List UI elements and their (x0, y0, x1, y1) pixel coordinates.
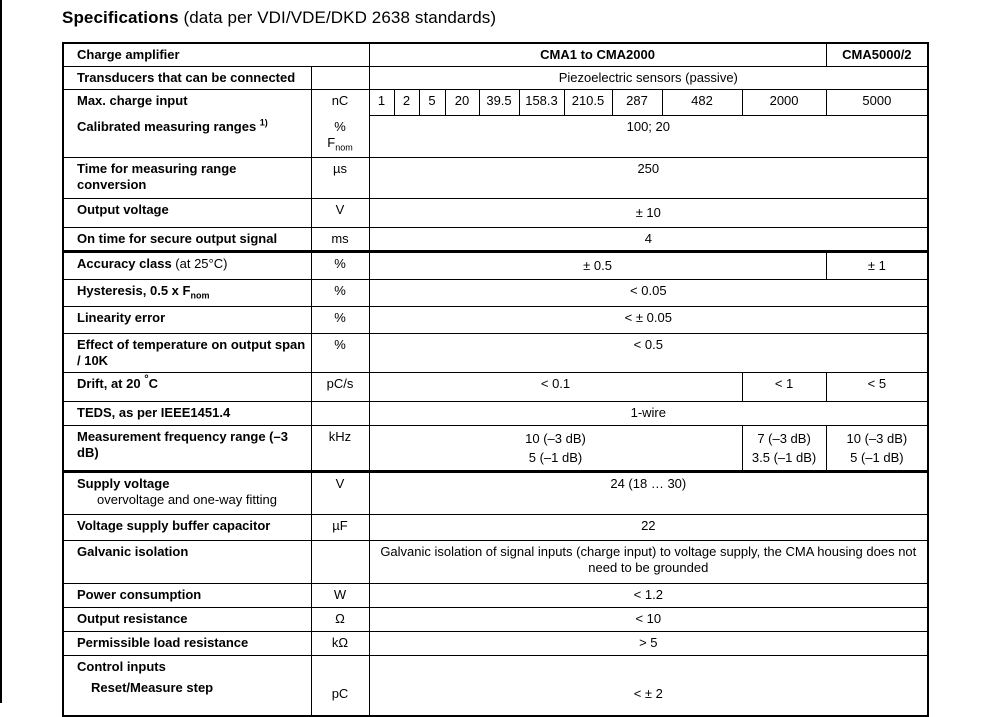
value-max-charge-39-5: 39.5 (479, 90, 519, 116)
row-galvanic (63, 541, 928, 584)
value-on-time: 4 (369, 228, 928, 252)
row-drift (63, 373, 928, 402)
param-control-inputs (63, 656, 311, 716)
unit-freq-range: kHz (311, 426, 369, 472)
unit-max-charge-input: nC (311, 90, 369, 116)
value-max-charge-287: 287 (612, 90, 662, 116)
value-galvanic-text: Galvanic isolation of signal inputs (charge input) to voltage supply, the CMA housing does not need to be grounded (380, 544, 917, 575)
unit-buffer-capacitor: µF (311, 515, 369, 541)
page-title (62, 8, 496, 28)
value-linearity: < ± 0.05 (369, 307, 928, 334)
param-output-voltage: Output voltage (63, 199, 311, 228)
value-power: < 1.2 (369, 584, 928, 608)
unit-linearity: % (311, 307, 369, 334)
value-max-charge-210-5: 210.5 (564, 90, 612, 116)
value-drift-5000: < 5 (826, 373, 928, 402)
param-drift-pre: Drift, at 20 (77, 376, 145, 391)
value-freq-range-5000 (826, 426, 928, 472)
param-accuracy-class-condition: (at 25°C) (171, 256, 228, 271)
param-transducers: Transducers that can be connected (63, 67, 311, 90)
param-time-conversion: Time for measuring range conversion (63, 158, 311, 199)
value-temp-effect: < 0.5 (369, 334, 928, 373)
row-freq-range (63, 426, 928, 472)
value-load-resistance: > 5 (369, 632, 928, 656)
unit-output-voltage: V (311, 199, 369, 228)
footnote-1-marker: 1) (259, 117, 268, 128)
unit-galvanic-empty (311, 541, 369, 584)
value-freq-2000-line1: 7 (–3 dB) (757, 431, 811, 446)
param-supply-voltage-line2: overvoltage and one-way fitting (97, 492, 277, 507)
param-accuracy-class-bold: Accuracy class (77, 256, 172, 271)
value-freq-range-main (369, 426, 742, 472)
param-load-resistance: Permissible load resistance (63, 632, 311, 656)
value-time-conversion: 250 (369, 158, 928, 199)
value-control-inputs: < ± 2 (369, 656, 928, 716)
param-calibrated-ranges (63, 116, 311, 158)
param-freq-range: Measurement frequency range (–3 dB) (63, 426, 311, 472)
row-time-conversion (63, 158, 928, 199)
unit-transducers-empty (311, 67, 369, 90)
unit-on-time: ms (311, 228, 369, 252)
param-linearity: Linearity error (63, 307, 311, 334)
row-output-voltage (63, 199, 928, 228)
row-on-time (63, 228, 928, 252)
value-buffer-capacitor: 22 (369, 515, 928, 541)
row-accuracy-class (63, 252, 928, 280)
param-calibrated-ranges-label: Calibrated measuring ranges (77, 118, 260, 134)
unit-fnom-subscript: nom (335, 142, 353, 153)
unit-load-resistance: kΩ (311, 632, 369, 656)
value-freq-2000-line2: 3.5 (–1 dB) (751, 450, 817, 465)
value-freq-5000-line2: 5 (–1 dB) (850, 450, 904, 465)
value-transducers: Piezoelectric sensors (passive) (369, 67, 928, 90)
row-output-resistance (63, 608, 928, 632)
row-hysteresis (63, 280, 928, 307)
value-supply-voltage: 24 (18 … 30) (369, 472, 928, 515)
value-galvanic (369, 541, 928, 584)
value-max-charge-482: 482 (662, 90, 742, 116)
unit-power: W (311, 584, 369, 608)
unit-calibrated-ranges (311, 116, 369, 158)
param-hysteresis-label: Hysteresis, 0.5 x F (77, 283, 191, 298)
unit-fnom (316, 135, 365, 151)
value-max-charge-5: 5 (419, 90, 445, 116)
value-drift-main: < 0.1 (369, 373, 742, 402)
degree-symbol: ° (144, 373, 149, 386)
title-main: Specifications (62, 8, 179, 27)
row-teds (63, 402, 928, 426)
row-max-charge-input (63, 90, 928, 116)
param-power: Power consumption (63, 584, 311, 608)
row-power (63, 584, 928, 608)
unit-teds-empty (311, 402, 369, 426)
unit-control-inputs: pC (311, 656, 369, 716)
value-output-voltage: ± 10 (369, 199, 928, 228)
value-hysteresis: < 0.05 (369, 280, 928, 307)
value-freq-range-2000 (742, 426, 826, 472)
unit-temp-effect: % (311, 334, 369, 373)
title-subtitle: (data per VDI/VDE/DKD 2638 standards) (178, 8, 497, 27)
value-max-charge-158-3: 158.3 (519, 90, 564, 116)
param-control-inputs-line2: Reset/Measure step (91, 680, 214, 695)
page-edge-line (0, 0, 2, 703)
value-freq-main-line1: 10 (–3 dB) (525, 431, 586, 446)
row-control-inputs (63, 656, 928, 716)
param-drift (63, 373, 311, 402)
param-hysteresis-subscript: nom (190, 290, 210, 301)
row-buffer-capacitor (63, 515, 928, 541)
param-accuracy-class (63, 252, 311, 280)
param-max-charge-input: Max. charge input (63, 90, 311, 116)
value-max-charge-2000: 2000 (742, 90, 826, 116)
unit-time-conversion: µs (311, 158, 369, 199)
unit-hysteresis: % (311, 280, 369, 307)
value-freq-main-line2: 5 (–1 dB) (528, 450, 583, 465)
row-calibrated-ranges (63, 116, 928, 158)
row-load-resistance (63, 632, 928, 656)
param-teds: TEDS, as per IEEE1451.4 (63, 402, 311, 426)
value-accuracy-class-main: ± 0.5 (369, 252, 826, 280)
row-supply-voltage (63, 472, 928, 515)
unit-output-resistance: Ω (311, 608, 369, 632)
unit-accuracy-class: % (311, 252, 369, 280)
row-charge-amplifier (63, 43, 928, 67)
param-output-resistance: Output resistance (63, 608, 311, 632)
value-drift-2000: < 1 (742, 373, 826, 402)
param-charge-amplifier: Charge amplifier (63, 43, 369, 67)
unit-supply-voltage: V (311, 472, 369, 515)
specifications-table (62, 42, 929, 717)
value-max-charge-1: 1 (369, 90, 394, 116)
param-buffer-capacitor: Voltage supply buffer capacitor (63, 515, 311, 541)
value-max-charge-2: 2 (394, 90, 419, 116)
value-max-charge-5000: 5000 (826, 90, 928, 116)
value-max-charge-20: 20 (445, 90, 479, 116)
value-calibrated-ranges: 100; 20 (369, 116, 928, 158)
param-supply-voltage (63, 472, 311, 515)
param-control-inputs-line1: Control inputs (77, 659, 166, 674)
param-supply-voltage-line1: Supply voltage (77, 476, 170, 491)
value-teds: 1-wire (369, 402, 928, 426)
param-drift-post: C (148, 376, 158, 391)
value-accuracy-class-5000: ± 1 (826, 252, 928, 280)
row-transducers (63, 67, 928, 90)
value-freq-5000-line1: 10 (–3 dB) (846, 431, 908, 446)
row-linearity (63, 307, 928, 334)
value-output-resistance: < 10 (369, 608, 928, 632)
param-hysteresis (63, 280, 311, 307)
unit-drift: pC/s (311, 373, 369, 402)
header-cma5000-2: CMA5000/2 (826, 43, 928, 67)
unit-percent: % (334, 118, 346, 134)
param-galvanic: Galvanic isolation (63, 541, 311, 584)
param-on-time: On time for secure output signal (63, 228, 311, 252)
row-temp-effect (63, 334, 928, 373)
header-cma1-to-cma2000: CMA1 to CMA2000 (369, 43, 826, 67)
param-temp-effect: Effect of temperature on output span / 10K (63, 334, 311, 373)
unit-fnom-symbol: F (327, 134, 336, 150)
